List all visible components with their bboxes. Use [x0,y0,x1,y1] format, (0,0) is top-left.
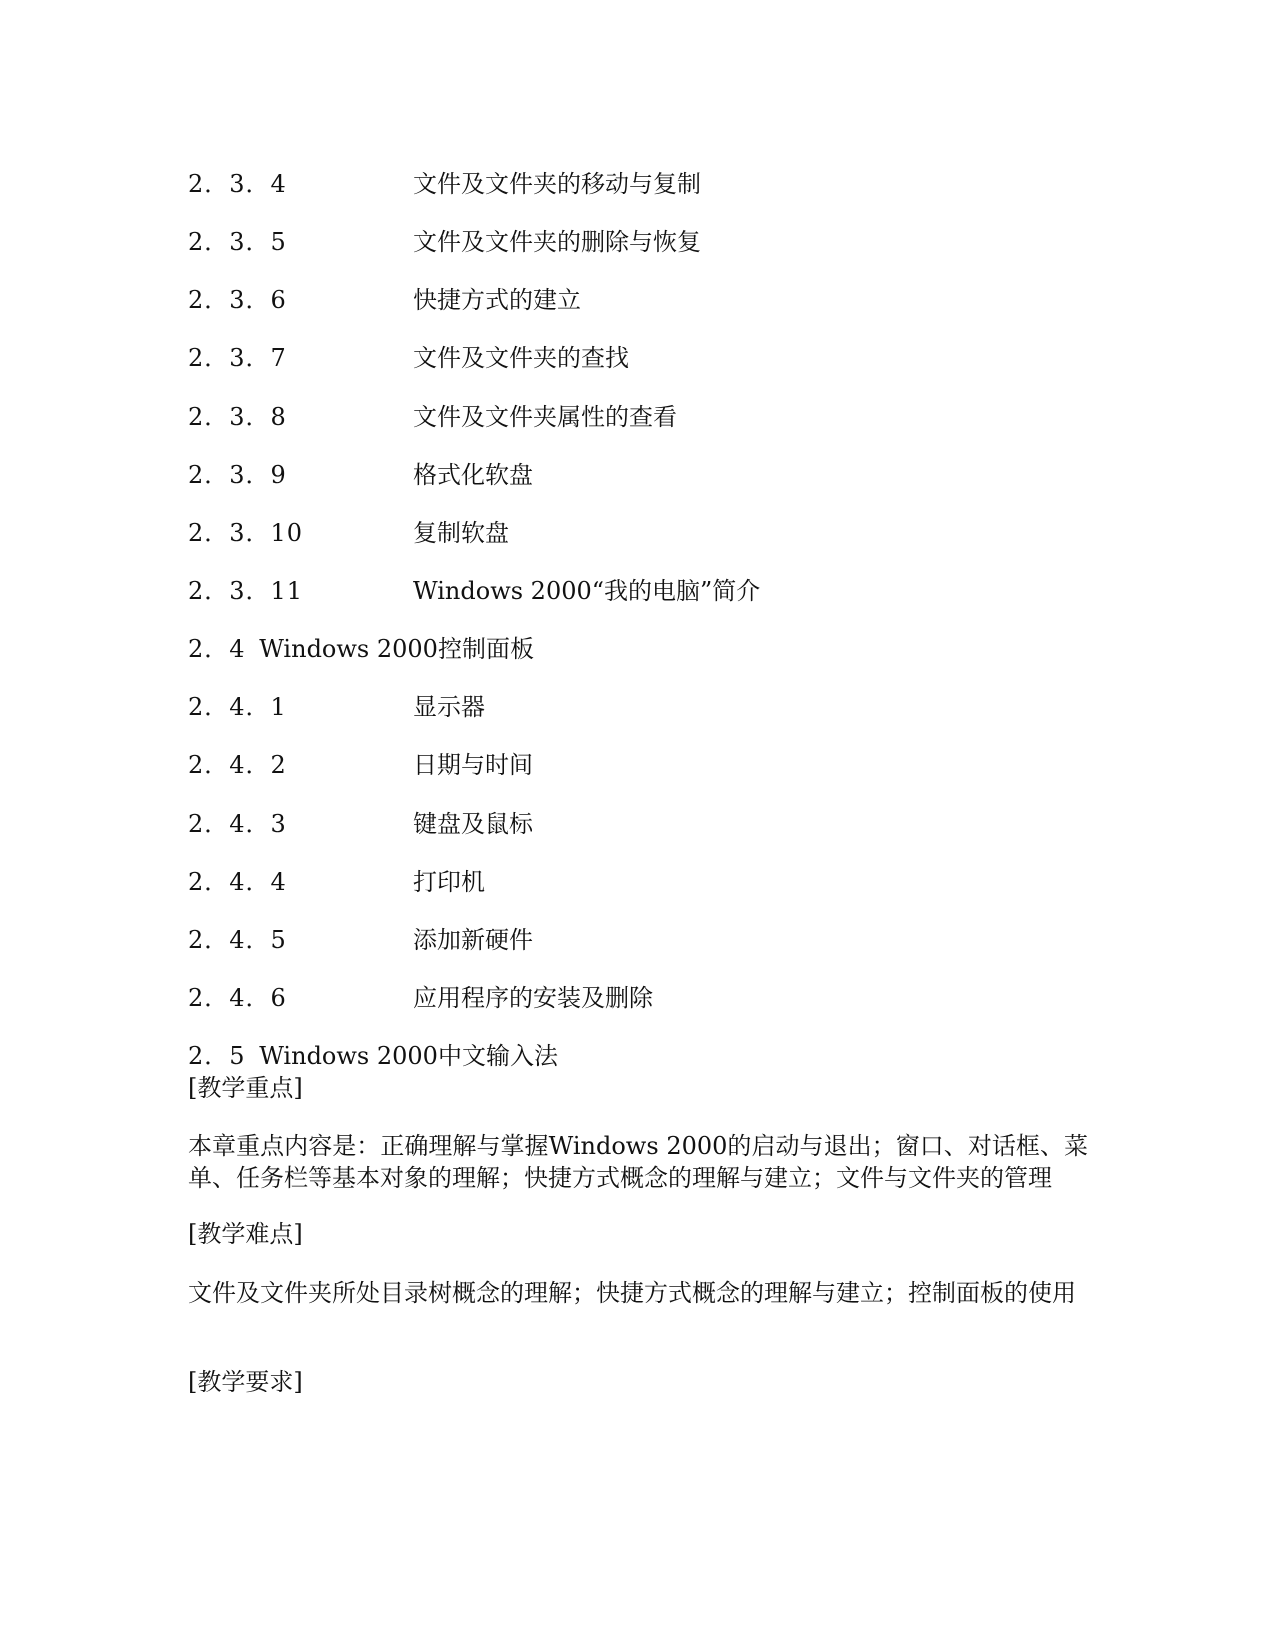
section-heading [188,1044,1088,1074]
teaching-difficulty-text: 文件及文件夹所处目录树概念的理解；快捷方式概念的理解与建立；控制面板的使用 [188,1279,1076,1307]
toc-entry [188,521,1088,551]
toc-entry-number: 2．3．8 [188,403,287,431]
toc-entry-number: 2．3．11 [188,577,304,605]
toc-entry-title: 应用程序的安装及删除 [413,984,653,1012]
toc-entry-number: 2．4．3 [188,810,287,838]
toc-entry-title: 添加新硬件 [413,926,533,954]
toc-entry-title: 文件及文件夹属性的查看 [413,403,677,431]
toc-entry-title: Windows 2000“我的电脑”简介 [413,577,761,605]
toc-entry-title: 文件及文件夹的删除与恢复 [413,228,701,256]
toc-entry-title: 键盘及鼠标 [413,810,533,838]
toc-entry [188,579,1088,609]
toc-entry [188,230,1088,260]
toc-entry-number: 2．4．4 [188,868,287,896]
toc-entry-number: 2．3．4 [188,170,287,198]
section-title: Windows 2000中文输入法 [259,1042,558,1070]
toc-entry-title: 打印机 [413,868,485,896]
teaching-difficulty-heading: [教学难点] [188,1220,303,1248]
toc-entry [188,753,1088,783]
toc-entry [188,405,1088,435]
toc-entry [188,812,1088,842]
toc-entry-title: 文件及文件夹的移动与复制 [413,170,701,198]
section-number: 2．4 [188,635,246,663]
toc-entry [188,928,1088,958]
toc-entry-title: 显示器 [413,693,485,721]
teaching-focus-heading: [教学重点] [188,1074,303,1102]
toc-entry-number: 2．3．7 [188,344,287,372]
toc-entry-title: 快捷方式的建立 [413,286,581,314]
toc-entry [188,463,1088,493]
toc-entry-number: 2．4．5 [188,926,287,954]
section-number: 2．5 [188,1042,246,1070]
teaching-requirements-heading: [教学要求] [188,1368,303,1396]
section-heading [188,637,1088,667]
toc-entry [188,986,1088,1016]
toc-entry-number: 2．3．10 [188,519,304,547]
toc-entry [188,695,1088,725]
toc-entry-number: 2．4．6 [188,984,287,1012]
toc-entry-title: 文件及文件夹的查找 [413,344,629,372]
toc-entry-number: 2．4．2 [188,751,287,779]
toc-entry-title: 日期与时间 [413,751,533,779]
toc-entry-title: 格式化软盘 [413,461,533,489]
toc-entry-number: 2．3．5 [188,228,287,256]
toc-entry [188,346,1088,376]
toc-entry-title: 复制软盘 [413,519,509,547]
section-title: Windows 2000控制面板 [259,635,534,663]
teaching-focus-text: 本章重点内容是：正确理解与掌握Windows 2000的启动与退出；窗口、对话框、菜单、任务栏等基本对象的理解；快捷方式概念的理解与建立；文件与文件夹的管理 [188,1132,1088,1192]
toc-entry-number: 2．3．9 [188,461,287,489]
toc-entry [188,870,1088,900]
toc-entry [188,288,1088,318]
toc-entry-number: 2．3．6 [188,286,287,314]
toc-entry-number: 2．4．1 [188,693,287,721]
toc-entry [188,172,1088,202]
